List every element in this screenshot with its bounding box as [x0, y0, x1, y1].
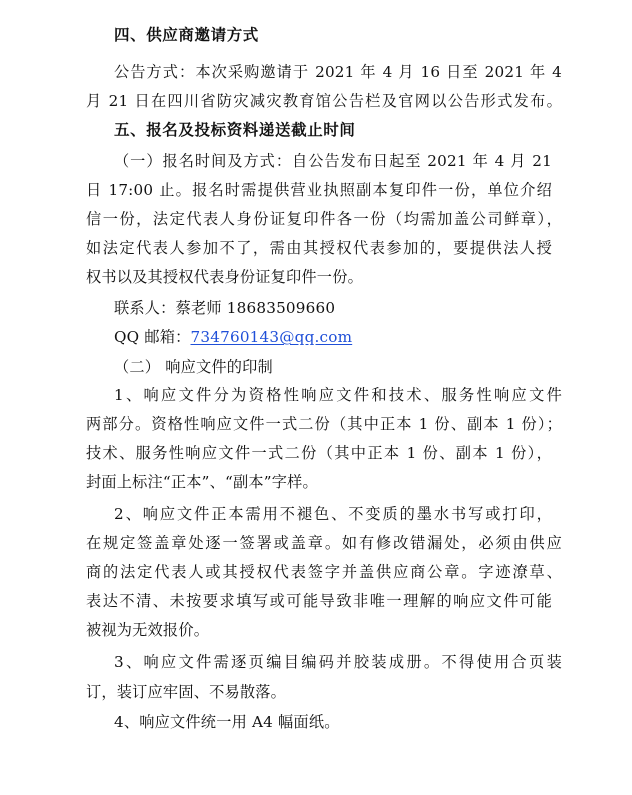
item-2-p1-line-2: 两部分。资格性响应文件一式二份（其中正本 1 份、副本 1 份）；: [86, 415, 562, 433]
item-1-line-4: 如法定代表人参加不了，需由其授权代表参加的，要提供法人授: [86, 239, 552, 257]
item-2-title: （二） 响应文件的印制: [114, 358, 273, 376]
qq-label: QQ 邮箱：: [114, 328, 191, 346]
item-2-p2-line-2: 在规定签盖章处逐一签署或盖章。如有修改错漏处，必须由供应: [86, 534, 562, 552]
section-5-heading: 五、报名及投标资料递送截止时间: [114, 121, 356, 139]
item-2-p1-line-1: 1、响应文件分为资格性响应文件和技术、服务性响应文件: [114, 386, 562, 404]
qq-email-link[interactable]: 734760143@qq.com: [190, 328, 353, 346]
section-4-para-line-2: 月 21 日在四川省防灾减灾教育馆公告栏及官网以公告形式发布。: [86, 92, 562, 110]
item-2-p2-line-1: 2、响应文件正本需用不褪色、不变质的墨水书写或打印，: [114, 505, 552, 523]
section-4-para-line-1: 公告方式：本次采购邀请于 2021 年 4 月 16 日至 2021 年 4: [114, 63, 562, 81]
item-1-line-5: 权书以及其授权代表身份证复印件一份。: [86, 268, 363, 286]
contact-line: [114, 298, 335, 318]
item-2-p2-line-3: 商的法定代表人或其授权代表签字并盖供应商公章。字迹潦草、: [86, 563, 562, 581]
item-2-p4-line-1: 4、响应文件统一用 A4 幅面纸。: [114, 713, 340, 731]
section-4-heading: 四、供应商邀请方式: [114, 26, 259, 44]
item-2-p1-line-4: 封面上标注“正本”、“副本”字样。: [86, 473, 318, 491]
item-2-p2-line-4: 表达不清、未按要求填写或可能导致非唯一理解的响应文件可能: [86, 592, 552, 610]
contact-label: 联系人：: [114, 299, 176, 317]
contact-value: 蔡老师 18683509660: [175, 299, 336, 317]
item-1-line-1: （一）报名时间及方式：自公告发布日起至 2021 年 4 月 21: [114, 152, 552, 170]
item-2-p3-line-2: 订，装订应牢固、不易散落。: [86, 683, 287, 701]
item-2-p2-line-5: 被视为无效报价。: [86, 621, 210, 639]
item-1-line-3: 信一份，法定代表人身份证复印件各一份（均需加盖公司鲜章），: [86, 210, 562, 228]
item-1-line-2: 日 17:00 止。报名时需提供营业执照副本复印件一份，单位介绍: [86, 181, 552, 199]
qq-line: [114, 327, 352, 347]
item-2-p1-line-3: 技术、服务性响应文件一式二份（其中正本 1 份、副本 1 份），: [86, 444, 552, 462]
item-2-p3-line-1: 3、响应文件需逐页编目编码并胶装成册。不得使用合页装: [114, 653, 562, 671]
